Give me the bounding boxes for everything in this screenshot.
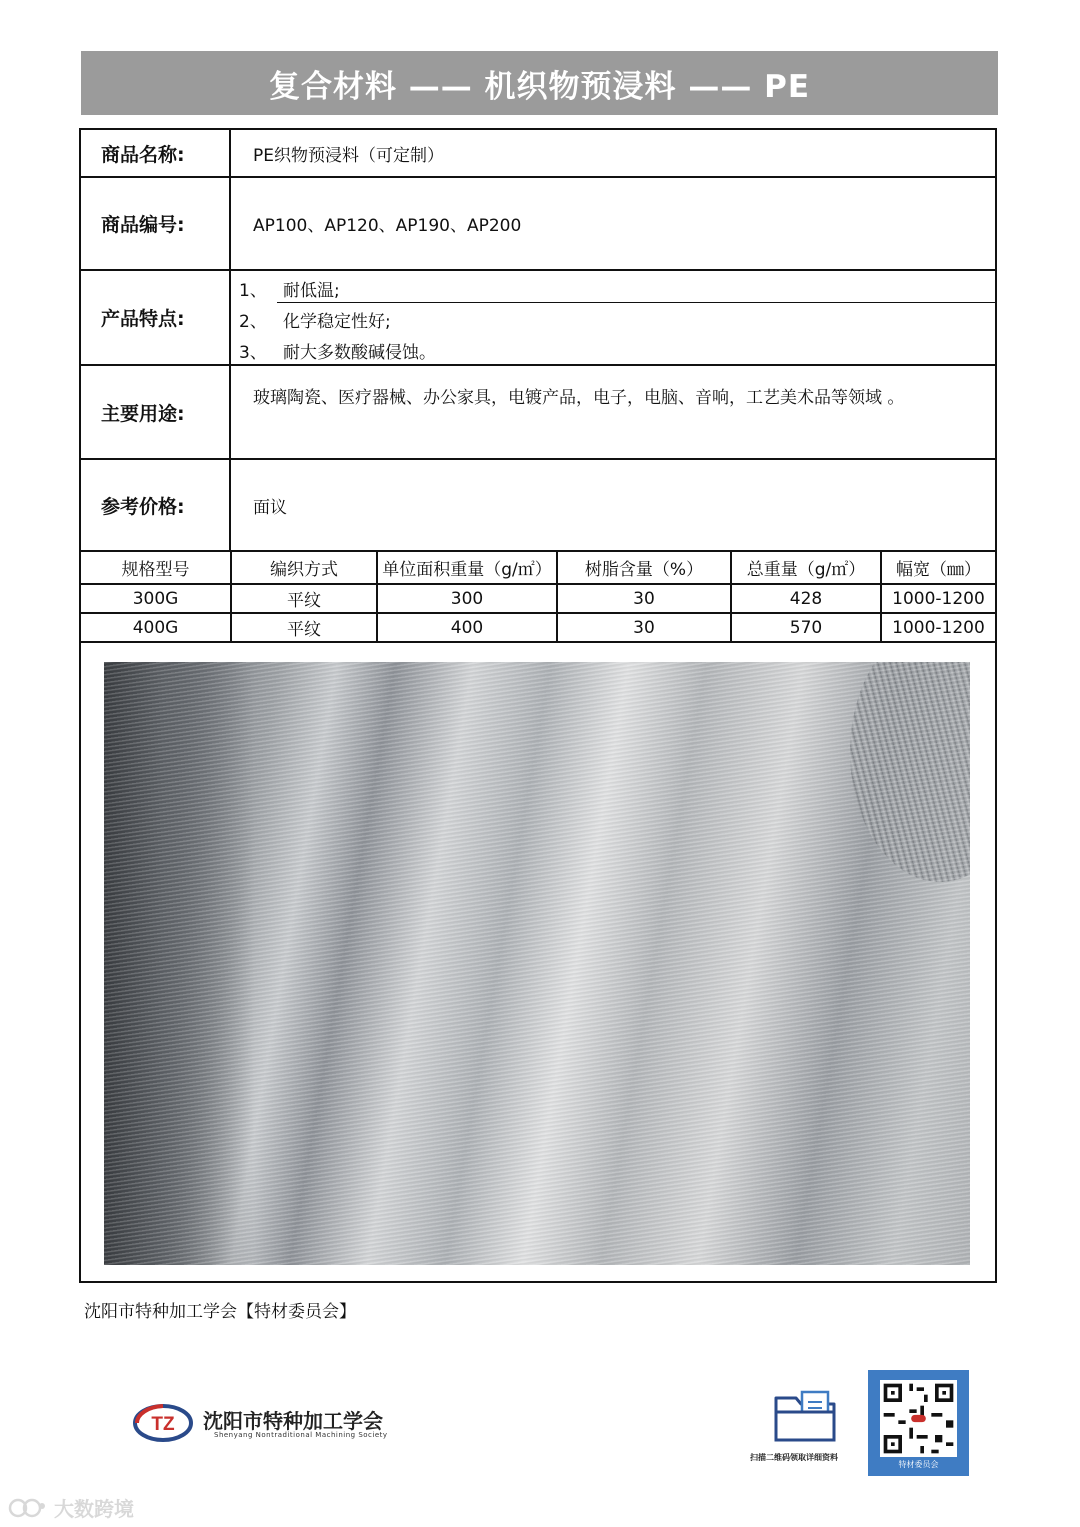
price-label: 参考价格: [81, 460, 231, 550]
spec-header-cell: 树脂含量（%） [557, 552, 731, 584]
spec-cell: 30 [557, 613, 731, 642]
spec-cell: 平纹 [231, 613, 377, 642]
org-name-en: Shenyang Nontraditional Machining Society [214, 1431, 388, 1439]
org-name-cn: 沈阳市特种加工学会 [203, 1409, 383, 1433]
feature-item [231, 273, 995, 304]
qr-panel[interactable] [868, 1370, 969, 1476]
main-use-label: 主要用途: [81, 366, 231, 458]
product-sheet [79, 128, 997, 1283]
spec-cell: 400G [81, 613, 231, 642]
feature-text: 耐低温; [283, 281, 340, 301]
spec-cell: 平纹 [231, 584, 377, 613]
spec-row [81, 584, 995, 613]
feature-number: 2、 [239, 312, 267, 332]
feature-item [231, 304, 995, 335]
society-logo [132, 1403, 194, 1443]
features-list [231, 271, 995, 364]
product-name-label: 商品名称: [81, 130, 231, 176]
feature-divider [277, 302, 995, 303]
spec-cell: 400 [377, 613, 557, 642]
watermark-text: 大数跨境 [54, 1497, 134, 1521]
spec-table [81, 552, 995, 643]
product-name-value: PE织物预浸料（可定制） [253, 145, 444, 166]
spec-cell: 570 [731, 613, 881, 642]
features-label: 产品特点: [81, 271, 231, 364]
row-features [81, 271, 995, 366]
scan-instruction: 扫描二维码领取详细资料 [750, 1453, 838, 1462]
spec-header-cell: 幅宽（㎜） [881, 552, 995, 584]
photo-fiber-texture [104, 662, 970, 1265]
feature-text: 化学稳定性好; [283, 312, 391, 332]
qr-caption: 特材委员会 [898, 1460, 939, 1469]
product-code-label: 商品编号: [81, 178, 231, 269]
feature-item [231, 335, 995, 366]
spec-cell: 1000-1200 [881, 584, 995, 613]
feature-number: 3、 [239, 343, 267, 363]
main-use-value: 玻璃陶瓷、医疗器械、办公家具，电镀产品，电子，电脑、音响，工艺美术品等领域 。 [253, 388, 905, 408]
spec-cell: 300G [81, 584, 231, 613]
spec-header-cell: 规格型号 [81, 552, 231, 584]
price-value: 面议 [253, 497, 287, 518]
logo-text: TZ [151, 1414, 175, 1435]
footer-note: 沈阳市特种加工学会【特材委员会】 [84, 1302, 356, 1322]
row-price [81, 460, 995, 552]
product-photo [104, 662, 970, 1265]
feature-text: 耐大多数酸碱侵蚀。 [283, 343, 436, 363]
spec-cell: 30 [557, 584, 731, 613]
watermark-logo-icon [8, 1496, 48, 1520]
folder-document-icon [772, 1388, 838, 1444]
spec-header-cell: 编织方式 [231, 552, 377, 584]
spec-row [81, 613, 995, 642]
spec-cell: 428 [731, 584, 881, 613]
page-title: 复合材料 —— 机织物预浸料 —— PE [268, 68, 811, 105]
row-product-code [81, 178, 995, 271]
spec-cell: 300 [377, 584, 557, 613]
spec-cell: 1000-1200 [881, 613, 995, 642]
spec-header-cell: 总重量（g/㎡） [731, 552, 881, 584]
product-code-value: AP100、AP120、AP190、AP200 [253, 216, 522, 236]
spec-header-cell: 单位面积重量（g/㎡） [377, 552, 557, 584]
qr-code[interactable] [880, 1380, 957, 1457]
row-main-use [81, 366, 995, 460]
spec-header-row [81, 552, 995, 584]
row-product-name [81, 130, 995, 178]
feature-number: 1、 [239, 281, 267, 301]
page-title-banner [81, 51, 998, 115]
watermark [8, 1493, 134, 1522]
